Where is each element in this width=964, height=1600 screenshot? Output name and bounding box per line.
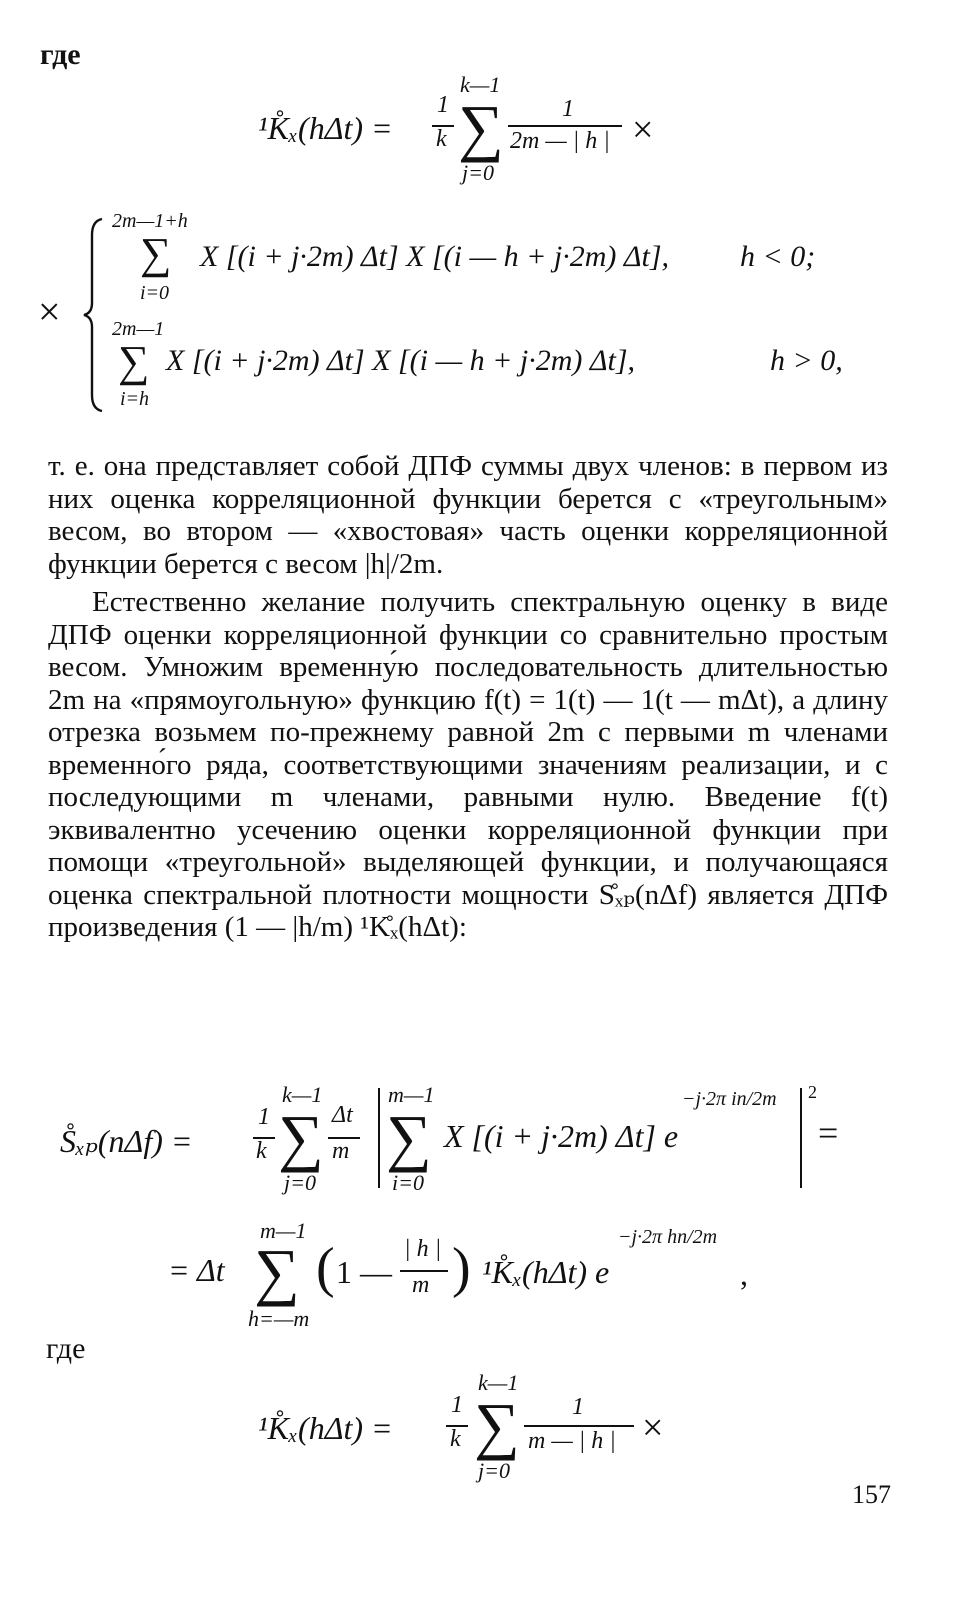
word-gde-mid: где [46, 1332, 86, 1365]
page-number: 157 [852, 1480, 891, 1509]
formula2-row1-cond: h < 0; [740, 240, 816, 273]
formula1-times: × [632, 109, 654, 151]
formula4-paren-open: ( [316, 1237, 335, 1299]
formula3-frac-den: k [256, 1138, 267, 1164]
formula5-inner-den: m — | h | [528, 1428, 616, 1454]
formula1-sum-lower: j=0 [462, 160, 494, 185]
formula3-sum-upper: k—1 [282, 1082, 323, 1107]
formula4-lhs: = Δt [168, 1252, 225, 1288]
formula3-dt-num: Δt [332, 1102, 353, 1128]
formula5-times: × [642, 1407, 664, 1449]
formula2-row2-body: X [(i + j·2m) Δt] X [(i — h + j·2m) Δt], [166, 344, 636, 377]
formula2-row2-cond: h > 0, [770, 344, 843, 377]
formula3-sigma: ∑ [278, 1102, 324, 1173]
formula2-row1-sigma: ∑ [140, 229, 172, 278]
formula4-frac-den: m [412, 1272, 430, 1298]
formula1-lhs: ¹K̊ₓ(hΔt) = [258, 110, 393, 146]
formula5-inner-num: 1 [572, 1394, 584, 1420]
formula1-sigma: ∑ [458, 92, 504, 163]
formula5-frac-num: 1 [451, 1392, 463, 1418]
formula3-inner-body: X [(i + j·2m) Δt] e [444, 1118, 679, 1154]
formula3-abs-right [800, 1088, 802, 1188]
body-text [48, 450, 888, 944]
formula2-row1-upper: 2m—1+h [112, 210, 188, 232]
formula3-inner-upper: m—1 [388, 1082, 435, 1107]
formula3-abs-left [378, 1088, 380, 1188]
formula1-inner-bar [508, 125, 622, 127]
formula3-exponent: −j·2π in/2m [682, 1088, 777, 1110]
formula4-trail: , [740, 1256, 748, 1292]
formula2-row2-sigma: ∑ [118, 337, 150, 386]
formula4-paren-close: ) [452, 1237, 471, 1299]
formula4-sum-upper: m—1 [260, 1218, 307, 1243]
formula1-inner-den: 2m — | h | [510, 128, 610, 154]
formula2-row1-body: X [(i + j·2m) Δt] X [(i — h + j·2m) Δt], [200, 240, 670, 273]
formula5-lhs: ¹K̊ₓ(hΔt) = [258, 1410, 393, 1446]
formula3-dt-den: m [332, 1138, 350, 1164]
formula4-one-minus: 1 — [336, 1254, 392, 1290]
formula3-inner-sigma: ∑ [386, 1102, 432, 1173]
word-gde-top: где [40, 38, 81, 71]
formula4-sigma: ∑ [254, 1236, 300, 1307]
formula5-sum-upper: k—1 [478, 1370, 519, 1395]
formula2-brace [82, 215, 110, 415]
formula3-lhs: S̊ₓₚ(nΔf) = [60, 1123, 193, 1159]
paragraph-1: т. е. она представляет собой ДПФ суммы двух членов: в первом из них оценка корреляционной функции берется с «треугольным» весом, во втором — «хвостовая» часть оценки корреляционной функции берется с весом |h|/2m. [48, 450, 888, 580]
formula1-sum-upper: k—1 [460, 72, 501, 97]
formula5-sigma: ∑ [474, 1390, 520, 1461]
formula2-row1-lower: i=0 [140, 282, 170, 304]
formula1-inner-num: 1 [562, 96, 574, 122]
formula3-frac-num: 1 [258, 1104, 270, 1130]
formula3-square: 2 [808, 1082, 817, 1102]
formula3-inner-lower: i=0 [392, 1170, 424, 1195]
formula2-times: × [38, 289, 61, 334]
formula4-frac-num: | h | [404, 1236, 442, 1262]
paragraph-2: Естественно желание получить спектральную оценку в виде ДПФ оценки корреляционной функции со сравнительно простым весом. Умножим временну́ю последовательность длительностью 2m на «прямоугольную» функцию f(t) = 1(t) — 1(t — mΔt), а длину отрезка возьмем по-прежнему равной 2m с первыми m членами временно́го ряда, соответствующими значениям реализации, и с последующими m членами, равными нулю. Введение f(t) эквивалентно усечению оценки корреляционной функции при помощи «треугольной» выделяющей функции, и получающаяся оценка спектральной плотности мощности S̊ₓₚ(nΔf) является ДПФ произведения (1 — |h/m) ¹K̊ₓ(hΔt): [48, 586, 888, 943]
formula4-exponent: −j·2π hn/2m [618, 1226, 718, 1248]
formula5-inner-bar [524, 1425, 634, 1427]
formula3-equals: = [818, 1113, 839, 1153]
formula1-frac-den: k [436, 126, 447, 152]
formula2-row2-lower: i=h [120, 388, 150, 410]
formula2-row2-upper: 2m—1 [112, 318, 165, 340]
formula1-frac-num: 1 [437, 92, 449, 118]
formula4-kterm: ¹K̊ₓ(hΔt) e [482, 1254, 610, 1290]
formula4-sum-lower: h=—m [248, 1306, 310, 1331]
formula5-frac-den: k [450, 1426, 461, 1452]
formula3-sum-lower: j=0 [284, 1170, 316, 1195]
formula5-sum-lower: j=0 [478, 1458, 510, 1483]
